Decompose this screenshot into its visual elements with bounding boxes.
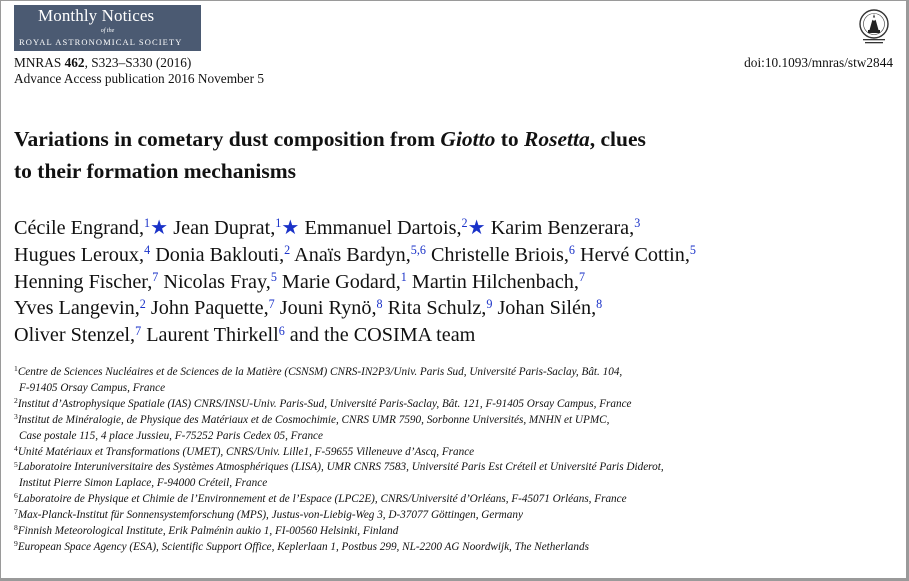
author [14,324,141,346]
affiliation [14,508,894,524]
author-name[interactable]: Oliver Stenzel, [14,324,136,347]
author [412,271,585,293]
affiliation [14,476,894,492]
author-line [14,323,894,350]
pages: , S323–S330 (2016) [84,55,192,70]
author-name[interactable]: Hervé Cottin, [580,243,690,266]
author-name[interactable]: Cécile Engrand, [14,217,145,239]
affiliation-text: F-91405 Orsay Campus, France [19,381,166,394]
doi-link[interactable]: doi:10.1093/mnras/stw2844 [744,55,893,70]
author-name[interactable]: Hugues Leroux, [14,243,145,266]
affiliation-text: Institut d’Astrophysique Spatiale (IAS) CNRS/INSU-Univ. Paris-Sud, Université Paris-Saclay, Bât. 121, F-91405 Orsay Campus, France [17,397,632,410]
corresponding-author-star-icon[interactable]: ★ [467,217,486,239]
affiliation-text: Unité Matériaux et Transformations (UMET), CNRS/Univ. Lille1, F-59655 Villeneuve d’Ascq, France [17,445,475,458]
author-line [14,243,894,270]
author [155,244,290,266]
affiliation-ref[interactable]: 8 [376,296,383,311]
author-name[interactable]: Emmanuel Dartois, [304,217,462,239]
author [282,271,407,293]
journal-of: of the [100,28,115,34]
author-name[interactable]: Johan Silén, [497,297,597,320]
affiliation [14,540,894,556]
title-text: , clues [589,127,646,151]
affiliation-ref[interactable]: 6 [278,323,285,338]
author-line [14,270,894,297]
affiliation-text: Finnish Meteorological Institute, Erik Palménin aukio 1, FI-00560 Helsinki, Finland [17,525,399,538]
affiliation-ref[interactable]: 7 [152,269,159,284]
title-italic-giotto: Giotto [440,127,496,151]
author-name[interactable]: John Paquette, [150,297,269,320]
author-name[interactable]: Anaïs Bardyn, [294,243,411,266]
affiliation-ref[interactable]: 2 [284,243,291,258]
author [388,297,493,319]
author-line [14,216,894,243]
author-name[interactable]: Marie Godard, [281,270,401,293]
affiliation [14,413,894,429]
author-name[interactable]: Henning Fischer, [14,270,153,293]
affiliation-ref[interactable]: 1 [400,269,407,284]
author-line [14,296,894,323]
affiliation [14,429,894,445]
affiliation [14,460,894,476]
affiliation-number: 8 [14,523,18,533]
author [151,297,275,319]
affiliation-text: Max-Planck-Institut für Sonnensystemforschung (MPS), Justus-von-Liebig-Weg 3, D-37077 Göttingen, Germany [17,509,523,522]
affiliation-ref[interactable]: 2 [139,296,146,311]
author-name[interactable]: Laurent Thirkell [146,324,279,347]
affiliation-text: Laboratoire de Physique et Chimie de l’Environnement et de l’Espace (LPC2E), CNRS/Université d’Orléans, F-45071 Orléans, France [17,493,627,506]
author [580,244,696,266]
affiliation-text: Laboratoire Interuniversitaire des Systèmes Atmosphériques (LISA), UMR CNRS 7583, Université Paris Est Créteil et Université Paris Diderot, [17,461,664,474]
affiliation-number: 3 [14,411,18,421]
journal-name: Monthly Notices [38,6,155,25]
affiliation-ref[interactable]: 6 [568,243,575,258]
author-name[interactable]: Yves Langevin, [14,297,140,320]
author-name[interactable]: Nicolas Fray, [163,270,271,293]
author [146,324,285,346]
title-italic-rosetta: Rosetta [524,127,590,151]
affiliation-ref[interactable]: 1 [275,216,282,231]
author [14,244,150,266]
affiliation-ref[interactable]: 5 [270,269,277,284]
author [497,297,602,319]
author-name[interactable]: and the COSIMA team [289,324,476,347]
affiliation-text: Centre de Sciences Nucléaires et de Sciences de la Matière (CSNSM) CNRS-IN2P3/Univ. Paris Sud, Université Paris-Saclay, Bât. 104, [17,366,623,378]
journal-abbr: MNRAS [14,55,62,70]
affiliation-text: Institut Pierre Simon Laplace, F-94000 Créteil, France [19,477,268,490]
affiliation-ref[interactable]: 1 [144,216,151,231]
affiliation-ref[interactable]: 2 [461,216,468,231]
affiliation-text: Case postale 115, 4 place Jussieu, F-75252 Paris Cedex 05, France [19,429,323,442]
affiliation-number: 5 [14,459,18,469]
affiliation [14,524,894,540]
access-line: Advance Access publication 2016 November 5 [14,71,264,86]
author-name[interactable]: Christelle Briois, [430,243,569,266]
affiliation [14,397,894,413]
author [14,217,168,239]
author-name[interactable]: Jean Duprat, [173,217,276,239]
affiliation [14,492,894,508]
affiliation-ref[interactable]: 3 [634,216,641,231]
affiliation-ref[interactable]: 9 [486,296,493,311]
affiliation [14,445,894,461]
affiliation-ref[interactable]: 8 [596,296,603,311]
affiliation [14,381,894,397]
corresponding-author-star-icon[interactable]: ★ [150,217,169,239]
title-text: Variations in cometary dust composition from [14,127,441,151]
author [173,217,299,239]
author [305,217,486,239]
volume: 462 [64,55,85,70]
title-text-line2: to their formation mechanisms [14,159,297,183]
affiliation-list [14,365,894,556]
affiliation-ref[interactable]: 7 [135,323,142,338]
author [290,324,476,346]
affiliation-ref[interactable]: 7 [268,296,275,311]
author-name[interactable]: Donia Baklouti, [155,243,285,266]
author-name[interactable]: Rita Schulz, [387,297,487,320]
affiliation-number: 9 [14,539,18,549]
affiliation-number: 6 [14,491,18,501]
affiliation-ref[interactable]: 5 [689,243,696,258]
citation-block [14,55,264,87]
affiliation-ref[interactable]: 7 [578,269,585,284]
paper-title [14,123,884,187]
author [14,271,158,293]
affiliation-number: 1 [14,364,18,374]
author [431,244,575,266]
affiliation-number: 4 [14,443,18,453]
ras-seal-icon [857,7,891,47]
affiliation-text: Institut de Minéralogie, de Physique des Matériaux et de Cosmochimie, CNRS UMR 7590, Sorbonne Universités, MNHN et UPMC, [17,413,610,426]
affiliation-text: European Space Agency (ESA), Scientific Support Office, Keplerlaan 1, Postbus 299, NL-2200 AG Noordwijk, The Netherlands [17,540,589,553]
author [294,244,426,266]
author [14,297,146,319]
citation-line [14,55,264,71]
author [163,271,277,293]
affiliation-ref[interactable]: 5,6 [410,243,426,258]
author [491,217,641,239]
corresponding-author-star-icon[interactable]: ★ [281,217,300,239]
affiliation-ref[interactable]: 4 [144,243,151,258]
journal-society: ROYAL ASTRONOMICAL SOCIETY [19,37,183,47]
title-text: to [495,127,525,151]
affiliation [14,365,894,381]
author-list [14,216,894,350]
author [280,297,383,319]
author-name[interactable]: Jouni Rynö, [279,297,377,320]
affiliation-number: 2 [14,396,18,406]
author-name[interactable]: Karim Benzerara, [490,217,635,239]
affiliation-number: 7 [14,507,18,517]
journal-banner[interactable] [14,5,201,51]
author-name[interactable]: Martin Hilchenbach, [411,270,579,293]
